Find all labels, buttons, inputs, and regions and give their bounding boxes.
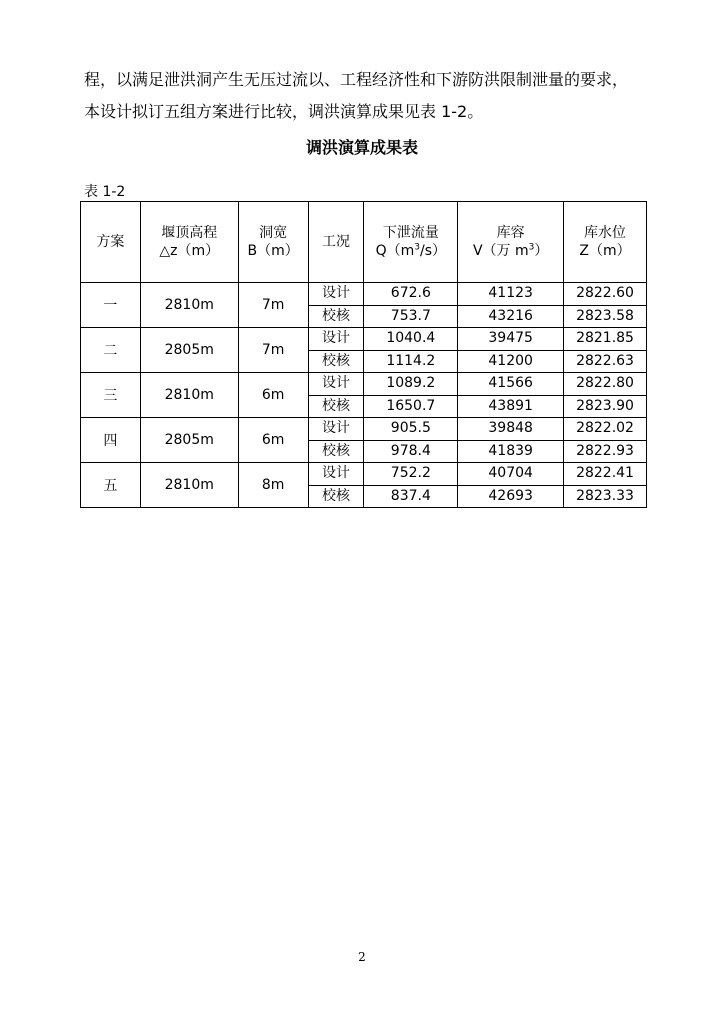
header-crest-line1: 堰顶高程 [161, 225, 218, 241]
cell-level: 2823.33 [564, 485, 647, 508]
cell-condition: 设计 [308, 328, 364, 351]
cell-crest: 2805m [140, 328, 238, 373]
header-storage-line1: 库容 [496, 225, 525, 241]
cell-level: 2822.60 [564, 283, 647, 306]
discharge-unit-pre: Q（m [375, 243, 415, 259]
header-crest-elevation [140, 202, 238, 283]
cell-level: 2821.85 [564, 328, 647, 351]
discharge-unit-sup: 3 [414, 242, 421, 253]
cell-discharge: 837.4 [364, 485, 458, 508]
cell-discharge: 1040.4 [364, 328, 458, 351]
cell-condition: 设计 [308, 373, 364, 396]
cell-scheme: 四 [81, 418, 141, 463]
cell-width: 6m [238, 373, 308, 418]
cell-discharge: 905.5 [364, 418, 458, 441]
cell-storage: 39475 [458, 328, 564, 351]
header-crest-line2: △z（m） [159, 243, 220, 259]
cell-storage: 41123 [458, 283, 564, 306]
cell-width: 6m [238, 418, 308, 463]
header-condition-label: 工况 [321, 234, 350, 250]
header-condition [308, 202, 364, 283]
cell-level: 2822.93 [564, 440, 647, 463]
cell-storage: 43891 [458, 395, 564, 418]
cell-storage: 39848 [458, 418, 564, 441]
cell-storage: 41839 [458, 440, 564, 463]
table-row [81, 283, 647, 306]
storage-unit-post: ） [534, 243, 549, 259]
cell-scheme: 五 [81, 463, 141, 508]
cell-discharge: 1089.2 [364, 373, 458, 396]
table-label: 表 1-2 [84, 184, 126, 200]
cell-condition: 设计 [308, 463, 364, 486]
flood-routing-table [80, 201, 647, 508]
header-level-line1: 库水位 [584, 225, 627, 241]
cell-storage: 40704 [458, 463, 564, 486]
cell-discharge: 978.4 [364, 440, 458, 463]
cell-level: 2823.58 [564, 305, 647, 328]
cell-crest: 2805m [140, 418, 238, 463]
cell-scheme: 三 [81, 373, 141, 418]
cell-width: 7m [238, 328, 308, 373]
table-row [81, 463, 647, 486]
discharge-unit-post: /s） [420, 243, 447, 259]
cell-storage: 43216 [458, 305, 564, 328]
table-row [81, 373, 647, 396]
cell-condition: 设计 [308, 283, 364, 306]
cell-level: 2822.02 [564, 418, 647, 441]
cell-level: 2822.41 [564, 463, 647, 486]
table-body [81, 283, 647, 508]
cell-crest: 2810m [140, 373, 238, 418]
header-discharge [364, 202, 458, 283]
header-width-line1: 洞宽 [259, 225, 288, 241]
header-water-level [564, 202, 647, 283]
cell-scheme: 二 [81, 328, 141, 373]
cell-condition: 校核 [308, 440, 364, 463]
header-width-line2: B（m） [247, 243, 299, 259]
cell-discharge: 752.2 [364, 463, 458, 486]
paragraph-line-2: 本设计拟订五组方案进行比较，调洪演算成果见表 1-2。 [84, 102, 484, 121]
header-tunnel-width [238, 202, 308, 283]
header-level-line2: Z（m） [579, 243, 631, 259]
cell-level: 2823.90 [564, 395, 647, 418]
storage-unit-sup: 3 [528, 242, 535, 253]
table-title: 调洪演算成果表 [305, 138, 418, 157]
cell-scheme: 一 [81, 283, 141, 328]
cell-width: 8m [238, 463, 308, 508]
cell-discharge: 1650.7 [364, 395, 458, 418]
page-number: 2 [358, 950, 366, 964]
cell-crest: 2810m [140, 283, 238, 328]
cell-crest: 2810m [140, 463, 238, 508]
cell-discharge: 1114.2 [364, 350, 458, 373]
header-discharge-line1: 下泄流量 [382, 225, 439, 241]
table-row [81, 328, 647, 351]
header-scheme-label: 方案 [96, 234, 125, 250]
table-row [81, 418, 647, 441]
table-header-row [81, 202, 647, 283]
cell-level: 2822.80 [564, 373, 647, 396]
cell-width: 7m [238, 283, 308, 328]
paragraph-line-1: 程，以满足泄洪洞产生无压过流以、工程经济性和下游防洪限制泄量的要求， [84, 70, 629, 89]
cell-storage: 41566 [458, 373, 564, 396]
header-storage [458, 202, 564, 283]
cell-condition: 校核 [308, 395, 364, 418]
cell-condition: 校核 [308, 350, 364, 373]
cell-storage: 42693 [458, 485, 564, 508]
cell-discharge: 753.7 [364, 305, 458, 328]
cell-storage: 41200 [458, 350, 564, 373]
cell-discharge: 672.6 [364, 283, 458, 306]
header-storage-line2 [458, 242, 563, 260]
cell-level: 2822.63 [564, 350, 647, 373]
storage-unit-pre: V（万 m [472, 243, 529, 259]
header-scheme [81, 202, 141, 283]
cell-condition: 校核 [308, 485, 364, 508]
cell-condition: 校核 [308, 305, 364, 328]
header-discharge-line2 [364, 242, 457, 260]
cell-condition: 设计 [308, 418, 364, 441]
